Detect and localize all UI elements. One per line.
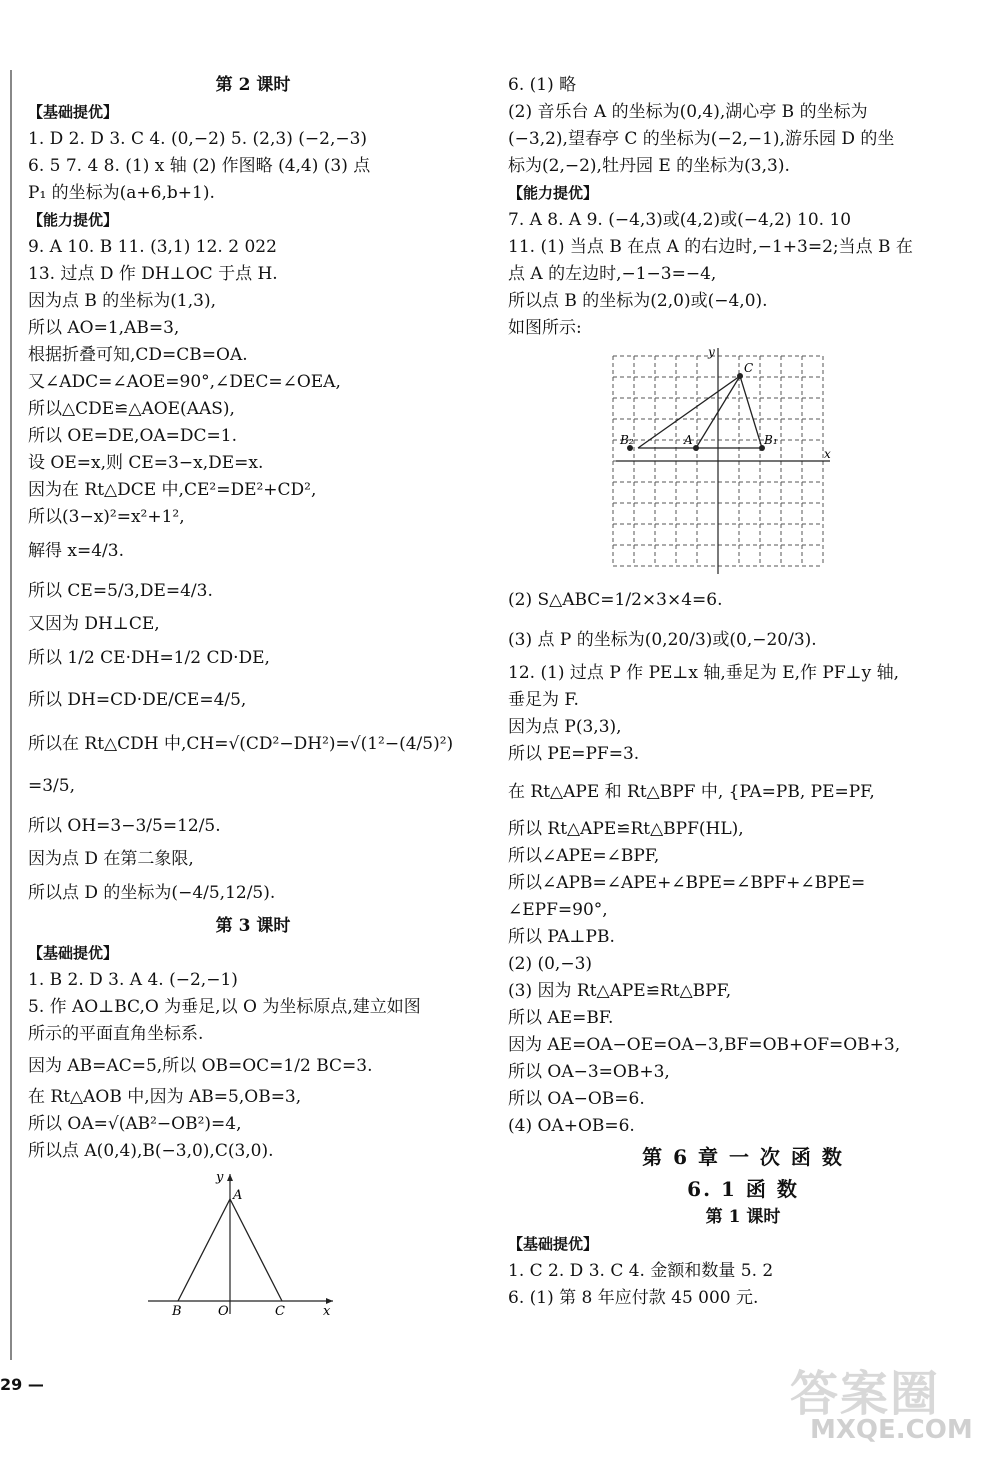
triangle-figure — [148, 1169, 348, 1319]
text-line: 又∠ADC=∠AOE=90°,∠DEC=∠OEA, — [28, 372, 341, 392]
section-ability: 【能力提优】 — [28, 211, 119, 229]
watermark-bottom: MXQE.COM — [810, 1415, 973, 1445]
text-line: 12. (1) 过点 P 作 PE⊥x 轴,垂足为 E,作 PF⊥y 轴, — [508, 663, 900, 683]
text-line: 1. B 2. D 3. A 4. (−2,−1) — [28, 970, 238, 990]
text-line: (2) 音乐台 A 的坐标为(0,4),湖心亭 B 的坐标为 — [508, 102, 868, 122]
text-line: 所以 PA⊥PB. — [508, 927, 615, 947]
lesson-title: 第 2 课时 — [215, 75, 291, 95]
text-line: 在 Rt△APE 和 Rt△BPF 中, {PA=PB, PE=PF, — [508, 782, 875, 802]
watermark — [790, 1355, 990, 1455]
text-line: 1. D 2. D 3. C 4. (0,−2) 5. (2,3) (−2,−3) — [28, 129, 368, 149]
text-line: 所以在 Rt△CDH 中,CH=√(CD²−DH²)=√(1²−(4/5)²) — [28, 734, 454, 754]
text-line: (3) 因为 Rt△APE≌Rt△BPF, — [508, 981, 732, 1001]
text-line: 13. 过点 D 作 DH⊥OC 于点 H. — [28, 264, 278, 284]
text-line: 所以 OE=DE,OA=DC=1. — [28, 426, 237, 446]
text-line: 所以 OA=√(AB²−OB²)=4, — [28, 1114, 242, 1134]
text-line: 因为 AE=OA−OE=OA−3,BF=OB+OF=OB+3, — [508, 1035, 901, 1055]
lesson-title: 第 1 课时 — [705, 1207, 781, 1227]
y-axis-arrow — [227, 1174, 233, 1181]
label-b1: B₁ — [764, 433, 778, 447]
text-line: 因为点 B 的坐标为(1,3), — [28, 291, 217, 311]
text-line: 垂足为 F. — [508, 690, 579, 710]
text-line: 所以 AE=BF. — [508, 1008, 614, 1028]
text-line: =3/5, — [28, 776, 76, 796]
section-title: 6. 1 函 数 — [687, 1177, 799, 1201]
text-line: 所以∠APE=∠BPF, — [508, 846, 660, 866]
text-line: 设 OE=x,则 CE=3−x,DE=x. — [28, 453, 264, 473]
point-c — [737, 373, 743, 379]
text-line: 所以 Rt△APE≌Rt△BPF(HL), — [508, 819, 744, 839]
section-basic: 【基础提优】 — [508, 1235, 599, 1253]
watermark-top: 答案圈 — [790, 1366, 941, 1422]
section-basic: 【基础提优】 — [28, 103, 119, 121]
text-line: 所以(3−x)²=x²+1², — [28, 507, 185, 527]
label-b2: B₂ — [620, 433, 634, 447]
text-line: 解得 x=4/3. — [28, 541, 124, 561]
text-line: 所以 OA−3=OB+3, — [508, 1062, 670, 1082]
text-line: 11. (1) 当点 B 在点 A 的右边时,−1+3=2;当点 B 在 — [508, 237, 913, 257]
text-line: 因为 AB=AC=5,所以 OB=OC=1/2 BC=3. — [28, 1056, 373, 1076]
text-line: 如图所示: — [508, 318, 582, 338]
text-line: (4) OA+OB=6. — [508, 1116, 635, 1136]
text-line: 所以点 B 的坐标为(2,0)或(−4,0). — [508, 291, 768, 311]
text-line: 又因为 DH⊥CE, — [28, 614, 160, 634]
text-line: 所示的平面直角坐标系. — [28, 1024, 204, 1044]
text-line: ∠EPF=90°, — [508, 900, 608, 920]
text-line: 所以 1/2 CE·DH=1/2 CD·DE, — [28, 648, 270, 668]
label-c: C — [275, 1304, 285, 1319]
label-c: C — [744, 361, 754, 375]
section-ability: 【能力提优】 — [508, 184, 599, 202]
text-line: 6. 5 7. 4 8. (1) x 轴 (2) 作图略 (4,4) (3) 点 — [28, 156, 371, 176]
text-line: 点 A 的左边时,−1−3=−4, — [508, 264, 717, 284]
text-line: 根据折叠可知,CD=CB=OA. — [28, 345, 248, 365]
label-a: A — [684, 433, 693, 447]
text-line: 5. 作 AO⊥BC,O 为垂足,以 O 为坐标原点,建立如图 — [28, 997, 421, 1017]
right-column — [508, 72, 978, 1312]
point-a — [693, 445, 699, 451]
text-line: (−3,2),望春亭 C 的坐标为(−2,−1),游乐园 D 的坐 — [508, 129, 895, 149]
label-y: y — [216, 1170, 224, 1185]
text-line: 所以 DH=CD·DE/CE=4/5, — [28, 690, 247, 710]
text-line: 所以点 A(0,4),B(−3,0),C(3,0). — [28, 1141, 274, 1161]
text-line: 标为(2,−2),牡丹园 E 的坐标为(3,3). — [508, 156, 790, 176]
page-margin-line — [10, 70, 12, 1360]
page-number: 29 — — [0, 1375, 44, 1394]
text-line: (2) S△ABC=1/2×3×4=6. — [508, 590, 723, 610]
text-line: 所以 AO=1,AB=3, — [28, 318, 180, 338]
text-line: 6. (1) 第 8 年应付款 45 000 元. — [508, 1288, 759, 1308]
label-x: x — [323, 1304, 331, 1319]
grid-figure — [608, 346, 838, 576]
chapter-title: 第 6 章 一 次 函 数 — [642, 1145, 844, 1169]
text-line: (2) (0,−3) — [508, 954, 593, 974]
text-line: 所以 OH=3−3/5=12/5. — [28, 816, 221, 836]
text-line: 所以 OA−OB=6. — [508, 1089, 645, 1109]
text-line: 1. C 2. D 3. C 4. 金额和数量 5. 2 — [508, 1261, 774, 1281]
text-line: (3) 点 P 的坐标为(0,20/3)或(0,−20/3). — [508, 630, 817, 650]
text-line: 因为在 Rt△DCE 中,CE²=DE²+CD², — [28, 480, 317, 500]
label-a: A — [233, 1188, 243, 1203]
text-line: 所以 PE=PF=3. — [508, 744, 640, 764]
text-line: 所以△CDE≌△AOE(AAS), — [28, 399, 235, 419]
text-line: 所以点 D 的坐标为(−4/5,12/5). — [28, 883, 276, 903]
text-line: 所以∠APB=∠APE+∠BPE=∠BPF+∠BPE= — [508, 873, 866, 893]
label-y: y — [708, 346, 715, 359]
triangle-figure-lines — [638, 376, 762, 448]
text-line: P₁ 的坐标为(a+6,b+1). — [28, 183, 215, 203]
left-column — [28, 72, 478, 1323]
text-line: 9. A 10. B 11. (3,1) 12. 2 022 — [28, 237, 277, 257]
text-line: 因为点 P(3,3), — [508, 717, 622, 737]
text-line: 6. (1) 略 — [508, 75, 577, 95]
label-o: O — [218, 1304, 229, 1319]
label-x: x — [824, 447, 831, 461]
label-b: B — [172, 1304, 182, 1319]
lesson-title: 第 3 课时 — [215, 916, 291, 936]
text-line: 7. A 8. A 9. (−4,3)或(4,2)或(−4,2) 10. 10 — [508, 210, 852, 230]
section-basic: 【基础提优】 — [28, 944, 119, 962]
text-line: 所以 CE=5/3,DE=4/3. — [28, 581, 213, 601]
text-line: 因为点 D 在第二象限, — [28, 849, 194, 869]
text-line: 在 Rt△AOB 中,因为 AB=5,OB=3, — [28, 1087, 302, 1107]
